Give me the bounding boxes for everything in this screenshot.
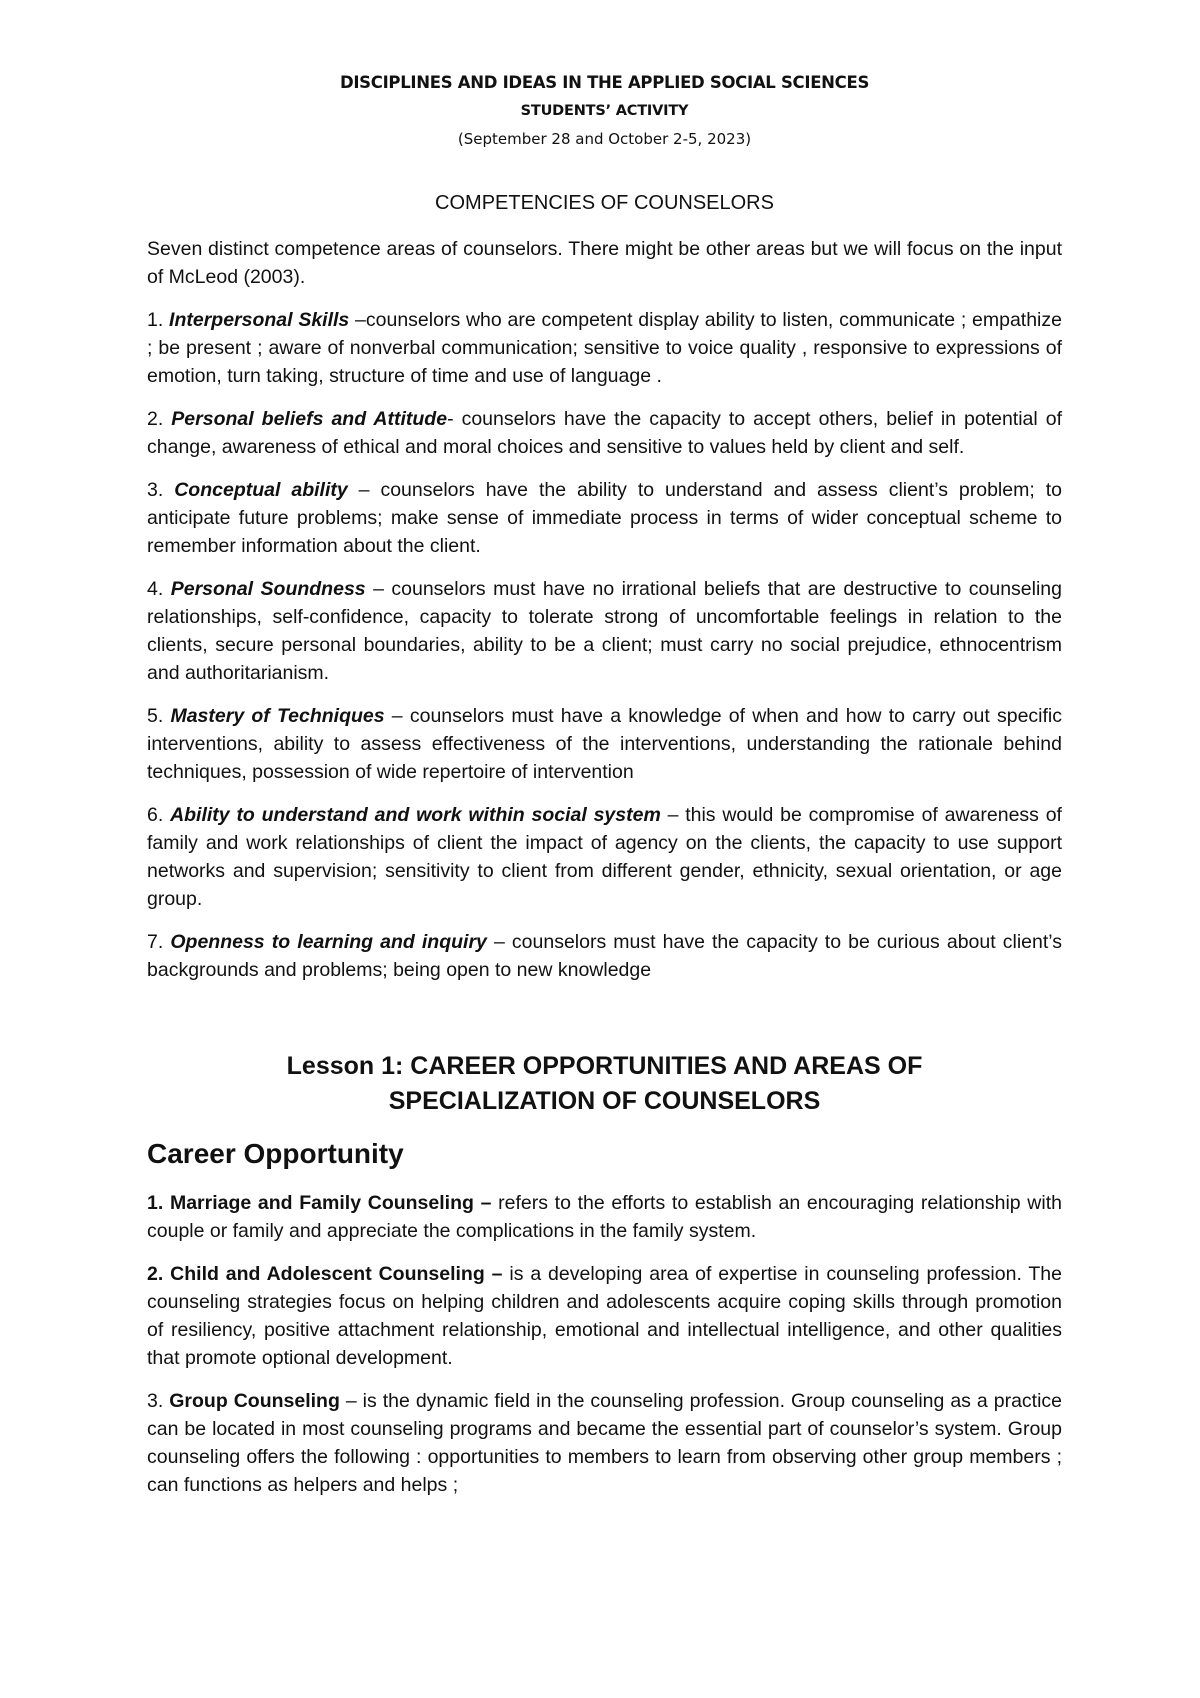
item-term: Interpersonal Skills	[169, 309, 350, 331]
item-term: Mastery of Techniques	[170, 705, 385, 727]
lesson-title-line: Lesson 1: CAREER OPPORTUNITIES AND AREAS OF	[286, 1052, 923, 1080]
item-number: 7.	[147, 931, 171, 953]
competency-item	[147, 306, 1062, 390]
competency-item	[147, 928, 1062, 984]
item-number: 3.	[147, 1390, 170, 1412]
item-text: – is the dynamic field in the counseling profession. Group counseling as a practice can be located in most counseling programs and became the essential part of counselor’s system. Group counseling offers the following : opportunities to members to learn from observing other group members ; can functions as helpers and helps ;	[147, 1390, 1063, 1496]
item-text: – counselors have the ability to understand and assess client’s problem; to anticipate future problems; make sense of immediate process in terms of wider conceptual scheme to remember information about the client.	[147, 479, 1062, 557]
item-number: 3.	[147, 479, 175, 501]
competency-item	[147, 476, 1062, 560]
item-term: Child and Adolescent Counseling –	[170, 1263, 503, 1285]
item-term: Personal beliefs and Attitude	[171, 408, 448, 430]
career-item	[147, 1260, 1062, 1372]
item-number: 6.	[147, 804, 171, 826]
item-text: refers to the efforts to establish an encouraging relationship with couple or family and appreciate the complications in the family system.	[147, 1192, 1062, 1242]
lesson-title	[147, 1049, 1062, 1119]
lesson-title-line: SPECIALIZATION OF COUNSELORS	[388, 1087, 821, 1115]
document-title: DISCIPLINES AND IDEAS IN THE APPLIED SOCIAL SCIENCES	[339, 73, 870, 92]
item-text: - counselors have the capacity to accept others, belief in potential of change, awareness of ethical and moral choices and sensitive to values held by client and self.	[147, 408, 1062, 458]
item-number: 2.	[147, 1263, 171, 1285]
document-subtitle: STUDENTS’ ACTIVITY	[520, 103, 689, 119]
section-title: COMPETENCIES OF COUNSELORS	[435, 192, 774, 214]
item-number: 4.	[147, 578, 171, 600]
item-term: Group Counseling	[169, 1390, 340, 1412]
item-term: Ability to understand and work within social system	[170, 804, 661, 826]
item-term: Personal Soundness	[170, 578, 366, 600]
career-item	[147, 1189, 1062, 1245]
competency-item	[147, 405, 1062, 461]
item-number: 1.	[147, 1192, 170, 1214]
intro-paragraph: Seven distinct competence areas of counselors. There might be other areas but we will focus on the input of McLeod (2003).	[147, 238, 1062, 288]
competency-item	[147, 702, 1062, 786]
career-item	[147, 1387, 1062, 1499]
career-heading: Career Opportunity	[147, 1138, 404, 1169]
document-content	[147, 73, 1062, 1499]
item-text: –counselors who are competent display ability to listen, communicate ; empathize ; be present ; aware of nonverbal communication; sensitive to voice quality , responsive to expressions of emotion, turn taking, structure of time and use of language .	[147, 309, 1062, 387]
item-number: 2.	[147, 408, 172, 430]
item-number: 5.	[147, 705, 171, 727]
item-text: – counselors must have the capacity to be curious about client’s backgrounds and problems; being open to new knowledge	[147, 931, 1062, 981]
competency-item	[147, 575, 1062, 687]
competency-item	[147, 801, 1062, 913]
item-text: – counselors must have no irrational beliefs that are destructive to counseling relationships, self-confidence, capacity to tolerate strong of uncomfortable feelings in relation to the clients, secure personal boundaries, ability to be a client; must carry no social prejudice, ethnocentrism and authoritarianism.	[147, 578, 1062, 684]
item-text: – counselors must have a knowledge of when and how to carry out specific interventions, ability to assess effectiveness of the interventions, understanding the rationale behind techniques, possession of wide repertoire of intervention	[147, 705, 1063, 783]
item-text: is a developing area of expertise in counseling profession. The counseling strategies focus on helping children and adolescents acquire coping skills through promotion of resiliency, positive attachment relationship, emotional and intellectual intelligence, and other qualities that promote optional development.	[147, 1263, 1062, 1369]
item-number: 1.	[147, 309, 170, 331]
item-term: Marriage and Family Counseling –	[169, 1192, 492, 1214]
item-term: Openness to learning and inquiry	[170, 931, 487, 953]
item-term: Conceptual ability	[174, 479, 348, 501]
item-text: – this would be compromise of awareness of family and work relationships of client the impact of agency on the clients, the capacity to use support networks and supervision; sensitivity to client from different gender, ethnicity, sexual orientation, or age group.	[147, 804, 1062, 910]
document-date: (September 28 and October 2-5, 2023)	[457, 130, 752, 148]
